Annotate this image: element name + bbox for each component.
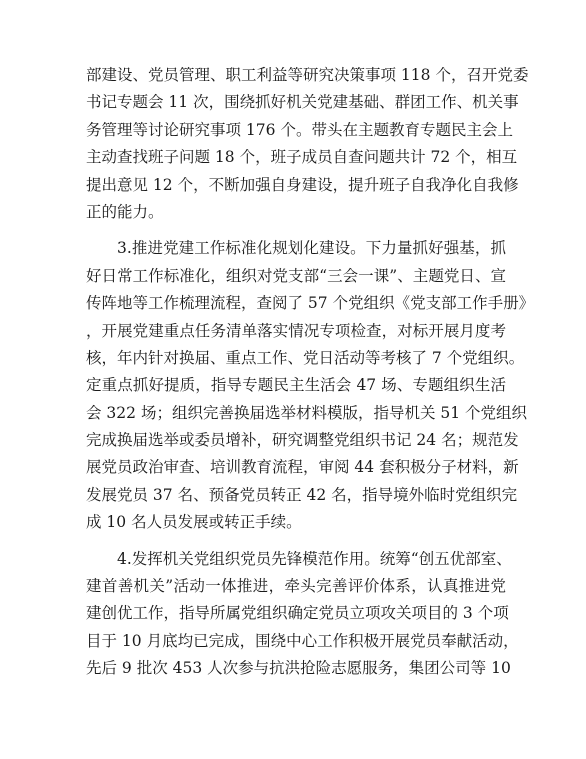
- text-line: 完成换届选举或委员增补，研究调整党组织书记 24 名；规范发: [86, 431, 519, 450]
- text-line: 先后 9 批次 453 人次参与抗洪抢险志愿服务，集团公司等 10: [86, 659, 511, 678]
- text-line: 核，年内针对换届、重点工作、党日活动等考核了 7 个党组织。: [86, 348, 525, 367]
- text-line: 主动查找班子问题 18 个，班子成员自查问题共计 72 个，相互: [86, 148, 518, 167]
- text-line: ，开展党建重点任务清单落实情况专项检查，对标开展月度考: [86, 321, 506, 340]
- text-line: 发展党员 37 名、预备党员转正 42 名，指导境外临时党组织完: [86, 485, 518, 504]
- paragraph-standardization: [86, 235, 535, 536]
- document-body: [86, 62, 535, 683]
- paragraph-heading-line: 4.发挥机关党组织党员先锋模范作用。统筹“创五优部室、: [117, 549, 512, 568]
- paragraph-party-committee-summary: [86, 62, 529, 226]
- text-line: 部建设、党员管理、职工利益等研究决策事项 118 个，召开党委: [86, 66, 529, 84]
- text-line: 建创优工作，指导所属党组织确定党员立项攻关项目的 3 个项: [86, 604, 509, 623]
- text-line: 展党员政治审查、培训教育流程，审阅 44 套积极分子材料，新: [86, 458, 519, 477]
- text-line: 定重点抓好提质，指导专题民主生活会 47 场、专题组织生活: [86, 376, 506, 395]
- text-line: 目于 10 月底均已完成，围绕中心工作积极开展党员奉献活动，: [86, 631, 519, 650]
- text-line: 好日常工作标准化，组织对党支部“三会一课”、主题党日、宣: [86, 266, 506, 285]
- text-line: 传阵地等工作梳理流程，查阅了 57 个党组织《党支部工作手册》: [86, 294, 535, 313]
- text-line: 正的能力。: [86, 202, 164, 221]
- text-line: 会 322 场；组织完善换届选举材料模版，指导机关 51 个党组织: [86, 403, 528, 422]
- text-line: 建首善机关”活动一体推进，牵头完善评价体系，认真推进党: [86, 577, 506, 596]
- text-line: 书记专题会 11 次，围绕抓好机关党建基础、群团工作、机关事: [86, 93, 519, 112]
- paragraph-vanguard-role: [86, 546, 519, 683]
- paragraph-heading-line: 3.推进党建工作标准化规划化建设。下力量抓好强基，抓: [117, 239, 506, 258]
- text-line: 提出意见 12 个，不断加强自身建设，提升班子自我净化自我修: [86, 175, 519, 194]
- text-line: 务管理等讨论研究事项 176 个。带头在主题教育专题民主会上: [86, 120, 513, 139]
- text-line: 成 10 名人员发展或转正手续。: [86, 513, 302, 532]
